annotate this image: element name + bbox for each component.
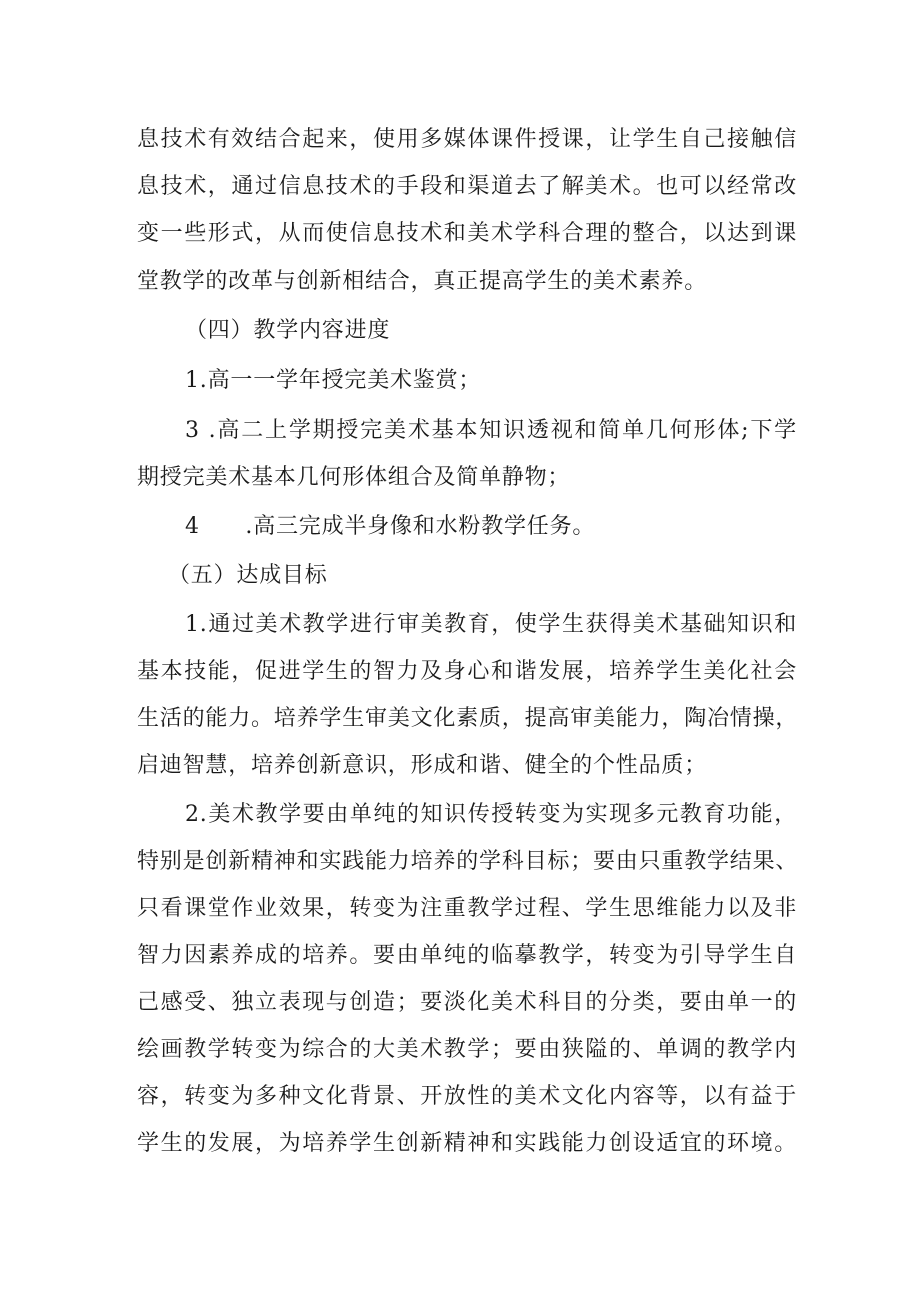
- text-line: 4 .高三完成半身像和水粉教学任务。: [185, 514, 596, 539]
- text-line: 变一些形式，从而使信息技术和美术学科合理的整合，以达到课: [137, 221, 797, 246]
- text-line: 容，转变为多种文化背景、开放性的美术文化内容等，以有益于: [137, 1084, 797, 1109]
- text-line: 2.美术教学要由单纯的知识传授转变为实现多元教育功能，: [185, 802, 797, 827]
- text-line: 基本技能，促进学生的智力及身心和谐发展，培养学生美化社会: [137, 659, 797, 684]
- text-line: 学生的发展，为培养学生创新精神和实践能力创设适宜的环境。: [137, 1131, 797, 1156]
- text-line: 1.高一一学年授完美术鉴赏；: [185, 368, 482, 393]
- text-line: 堂教学的改革与创新相结合，真正提高学生的美术素养。: [137, 269, 708, 294]
- text-line: 启迪智慧，培养创新意识，形成和谐、健全的个性品质；: [137, 753, 708, 778]
- text-line: 息技术，通过信息技术的手段和渠道去了解美术。也可以经常改: [137, 174, 797, 199]
- text-line: 生活的能力。培养学生审美文化素质，提高审美能力，陶冶情操，: [137, 706, 799, 731]
- text-line: 只看课堂作业效果，转变为注重教学过程、学生思维能力以及非: [137, 896, 797, 921]
- text-line: 息技术有效结合起来，使用多媒体课件授课，让学生自己接触信: [137, 127, 797, 152]
- text-line: 绘画教学转变为综合的大美术教学；要由狭隘的、单调的教学内: [137, 1037, 797, 1062]
- text-line: 1.通过美术教学进行审美教育，使学生获得美术基础知识和: [185, 612, 797, 637]
- text-line: 3 .高二上学期授完美术基本知识透视和简单几何形体;下学: [185, 418, 797, 443]
- section-heading: （四）教学内容进度: [185, 318, 391, 343]
- text-line: 智力因素养成的培养。要由单纯的临摹教学，转变为引导学生自: [137, 943, 797, 968]
- text-line: 己感受、独立表现与创造；要淡化美术科目的分类，要由单一的: [137, 990, 797, 1015]
- section-heading: （五）达成目标: [168, 563, 328, 588]
- text-line: 特别是创新精神和实践能力培养的学科目标；要由只重教学结果、: [137, 849, 799, 874]
- text-line: 期授完美术基本几何形体组合及简单静物；: [137, 465, 571, 490]
